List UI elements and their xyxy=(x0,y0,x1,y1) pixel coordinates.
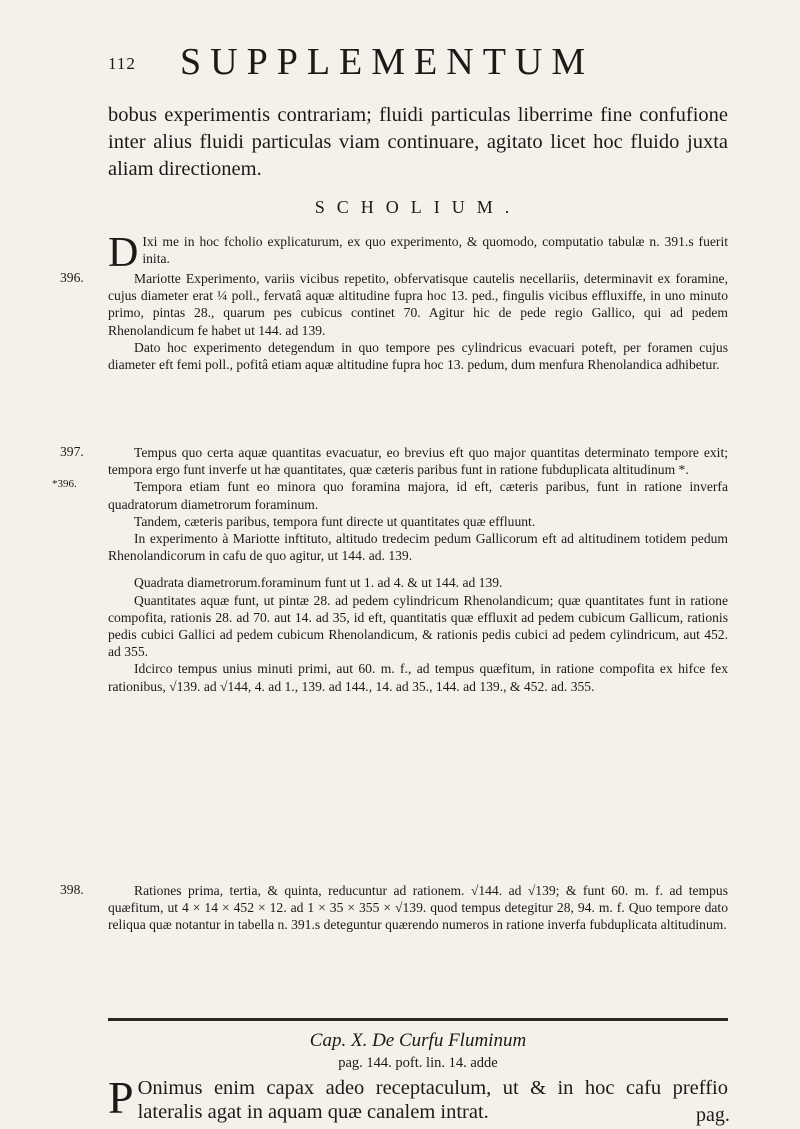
corrigenda-title: Cap. X. De Curfu Fluminum xyxy=(309,1030,527,1051)
corrigenda-dropcap: P xyxy=(108,1072,134,1123)
section-397-para-2: Tempora etiam funt eo minora quo foramina majora, id eft, cæteris paribus, funt in ratione inverfa quadratorum diametrorum foraminum. xyxy=(108,479,728,512)
section-396 xyxy=(108,270,728,373)
scholium-intro-para xyxy=(108,230,728,276)
section-398 xyxy=(108,882,728,934)
scholium-intro-text: Ixi me in hoc fcholio explicaturum, ex quo experimento, & quomodo, computatio tabulæ n. 391.s fuerit inita. xyxy=(142,234,728,267)
intro-text: bobus experimentis contrariam; fluidi particulas liberrime fine confufione inter alius fluidi particulas viam continuare, agitato licet hoc fluido juxta aliam directionem. xyxy=(108,104,728,180)
running-head: SUPPLEMENTUM xyxy=(180,41,595,83)
section-396-para-1: Mariotte Experimento, variis vicibus repetito, obfervatisque cautelis necellariis, determinavit ex foramine, cujus diameter erat ¼ poll., fervatâ aquæ altitudine fupra hoc 13. ped., fingulis vicibus effluxiffe, in uno minuto primo, pintas 28., quarum pes cubicus continet 70. Agitur hic de pede regio Gallico, qui ad pedem Rhenolandicum fe habet ut 144. ad 139. xyxy=(108,271,728,338)
intro-paragraph xyxy=(108,102,728,183)
scholium-intro xyxy=(108,230,728,276)
section-398-para: Rationes prima, tertia, & quinta, reducuntur ad rationem. √144. ad √139; & funt 60. m. f. ad tempus quæfitum, ut 4 × 14 × 452 × 12. ad 1 × 35 × 355 × √139. quod tempus detegitur 28, 94. m. f. Quo tempore dato reliqua quæ notantur in tabella n. 391.s deteguntur quærendo numeros in ratione inverfa fubduplicata altitudinum. xyxy=(108,883,728,933)
section-396-para-2: Dato hoc experimento detegendum in quo tempore pes cylindricus evacuari poteft, per foramen cujus diameter eft femi poll., pofitâ etiam aquæ altitudine fupra hoc 13. pedum, dum menfura Rhenolandica adhibetur. xyxy=(108,339,728,373)
margin-reference: *396. xyxy=(52,478,77,490)
section-397 xyxy=(108,444,728,695)
section-number-396: 396. xyxy=(60,270,84,285)
corrigenda-section xyxy=(108,1030,728,1124)
section-number-397: 397. xyxy=(60,444,84,459)
section-number-398: 398. xyxy=(60,882,84,897)
section-397-para-7: Idcirco tempus unius minuti primi, aut 60. m. f., ad tempus quæfitum, in ratione compofita ex hifce fex rationibus, √139. ad √144, 4. ad 1., 139. ad 144., 14. ad 35., 144. ad 139., & 452. ad. 355. xyxy=(108,661,728,694)
separator-rule xyxy=(108,1018,728,1021)
section-397-para-6: Quantitates aquæ funt, ut pintæ 28. ad pedem cylindricum Rhenolandicum; quæ quantitates funt in ratione compofita, rationis 28. ad 70. aut 14. ad 35, id eft, quantitatis quæ effluxit ad pedem cubicum Gallicum, rationis pedis cubici Gallici ad pedem cubicum Rhenolandicum, & rationis pedis cubici ad pedem cylindricum, aut 452. ad 355. xyxy=(108,592,728,660)
catchword: pag. xyxy=(696,1104,730,1126)
section-397-para-5: Quadrata diametrorum.foraminum funt ut 1. ad 4. & ut 144. ad 139. xyxy=(134,575,503,591)
scholium-dropcap: D xyxy=(108,230,139,276)
page-number: 112 xyxy=(108,54,136,73)
scholium-heading: SCHOLIUM. xyxy=(314,197,522,217)
page-header xyxy=(108,38,728,88)
section-397-para-1: Tempus quo certa aquæ quantitas evacuatur, eo brevius eft quo major quantitas determinato tempore exit; tempora ergo funt inverfe ut hæ quantitates, quæ cæteris paribus funt in ratione fubduplicata altitudinum *. xyxy=(108,445,728,478)
corrigenda-reference: pag. 144. poft. lin. 14. adde xyxy=(338,1055,498,1071)
corrigenda-text-block xyxy=(108,1072,728,1124)
corrigenda-text: Onimus enim capax adeo receptaculum, ut & in hoc cafu preffio lateralis agat in aquam quæ canalem intrat. xyxy=(137,1077,728,1123)
section-397-para-3: Tandem, cæteris paribus, tempora funt directe ut quantitates quæ effluunt. xyxy=(134,513,536,529)
section-397-para-4: In experimento à Mariotte inftituto, altitudo tredecim pedum Gallicorum eft ad altitudinem totidem pedum Rhenolandicorum in cafu de quo agitur, ut 144. ad. 139. xyxy=(108,531,728,564)
